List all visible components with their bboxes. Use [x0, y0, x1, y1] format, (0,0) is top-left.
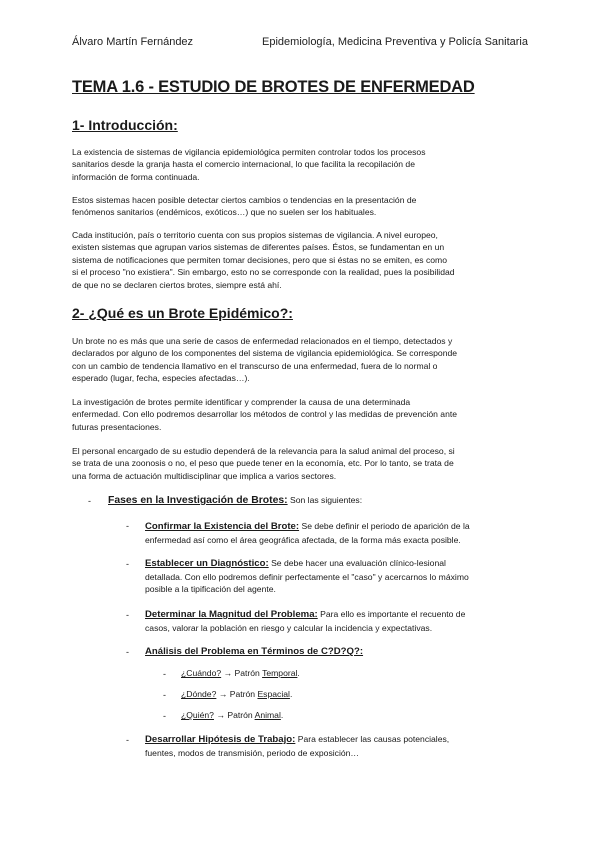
text-line: Se debe hacer una evaluación clínico-lesional	[271, 558, 446, 568]
pattern-label: Patrón	[234, 668, 260, 678]
phase-item-heading: Confirmar la Existencia del Brote:	[145, 521, 300, 532]
question-label: ¿Quién?	[181, 710, 214, 720]
section-2-paragraph-1	[72, 335, 528, 385]
question-label: ¿Cuándo?	[181, 668, 222, 678]
text-line: El personal encargado de su estudio dependerá de la relevancia para la salud animal del proceso, si	[72, 446, 455, 456]
phases-intro: Son las siguientes:	[289, 495, 363, 505]
list-bullet: -	[163, 711, 166, 721]
text-line: sistema de notificaciones que permiten tomar decisiones, pero que si éstas no se emiten, es como	[72, 254, 447, 265]
text-line: sanitarios desde la granja hasta el comercio internacional, lo que facilita la recopilación de	[72, 159, 415, 170]
list-bullet: -	[126, 559, 129, 569]
text-line: Para ello es importante el recuento de	[320, 609, 466, 619]
text-line: Estos sistemas hacen posible detectar ciertos cambios o tendencias en la presentación de	[72, 195, 417, 205]
phase-item-heading: Establecer un Diagnóstico:	[145, 558, 269, 569]
list-bullet: -	[126, 521, 129, 531]
phase-item-1	[145, 520, 470, 546]
text-line: se trata de una zoonosis o no, el peso que puede tener en la economía, etc. Por lo tanto, se trata de	[72, 458, 454, 469]
text-line: existen sistemas que agrupan varios sistemas de diferentes países. Éstos, se fundamentan en un	[72, 242, 445, 253]
phases-heading-line	[108, 494, 362, 508]
text-line: La investigación de brotes permite identificar y comprender la causa de una determinada	[72, 397, 411, 407]
pattern-type: Espacial	[257, 689, 290, 699]
phase-item-5	[145, 733, 449, 759]
phase-item-2	[145, 557, 469, 596]
text-line: Se debe definir el periodo de aparición de la	[301, 521, 470, 531]
section-1-heading: 1- Introducción:	[72, 117, 178, 133]
header-subject: Epidemiología, Medicina Preventiva y Policía Sanitaria	[262, 36, 528, 48]
section-1-paragraph-2	[72, 194, 528, 219]
phase-item-3	[145, 608, 465, 634]
question-label: ¿Dónde?	[181, 689, 217, 699]
list-bullet: -	[88, 496, 91, 506]
text-line: enfermedad. Con ello podremos desarrollar los métodos de control y las medidas de prevención ante	[72, 409, 458, 420]
text-line: detallada. Con ello podremos definir perfectamente el "caso" y acercarnos lo máximo	[145, 571, 469, 582]
list-bullet: -	[163, 669, 166, 679]
text-line: con un cambio de tendencia llamativo en el transcurso de una enfermedad, fuera de lo normal o	[72, 360, 438, 371]
text-line: esperado (lugar, fecha, especies afectadas…).	[72, 373, 250, 384]
period: .	[289, 689, 293, 699]
cdq-item-who	[181, 709, 283, 722]
text-line: posible a la tipificación del agente.	[145, 584, 276, 595]
text-line: casos, valorar la población en riesgo y calcular la incidencia y expectativas.	[145, 622, 433, 633]
arrow-right-icon: →	[223, 668, 233, 678]
section-1-paragraph-3	[72, 229, 528, 291]
text-line: declarados por alguno de los componentes del sistema de vigilancia epidemiológica. Se corresponde	[72, 348, 458, 359]
text-line: Para establecer las causas potenciales,	[297, 734, 450, 744]
text-line: La existencia de sistemas de vigilancia epidemiológica permiten controlar todos los procesos	[72, 147, 426, 157]
text-line: información de forma continuada.	[72, 171, 200, 182]
pattern-type: Animal	[254, 710, 281, 720]
section-2-paragraph-2	[72, 396, 528, 433]
phase-item-heading: Análisis del Problema en Términos de C?D?Q?:	[145, 646, 364, 657]
list-bullet: -	[126, 735, 129, 745]
pattern-type: Temporal	[262, 668, 298, 678]
arrow-right-icon: →	[216, 710, 225, 720]
text-line: Un brote no es más que una serie de casos de enfermedad relacionados en el tiempo, detectados y	[72, 336, 453, 346]
section-2-paragraph-3	[72, 445, 528, 482]
text-line: Cada institución, país o territorio cuenta con sus propios sistemas de vigilancia. A nivel europeo,	[72, 230, 438, 240]
text-line: fuentes, modos de transmisión, periodo de exposición…	[145, 747, 360, 758]
document-title: TEMA 1.6 - ESTUDIO DE BROTES DE ENFERMEDAD	[72, 78, 475, 96]
header-author: Álvaro Martín Fernández	[72, 36, 194, 48]
list-bullet: -	[163, 690, 166, 700]
cdq-item-where	[181, 688, 292, 701]
arrow-right-icon: →	[218, 689, 228, 699]
period: .	[297, 668, 300, 678]
list-bullet: -	[126, 647, 129, 657]
text-line: futuras presentaciones.	[72, 421, 162, 432]
text-line: de que no se declaren ciertos brotes, siempre está ahí.	[72, 279, 282, 290]
section-2-heading: 2- ¿Qué es un Brote Epidémico?:	[72, 305, 293, 321]
text-line: enfermedad así como el área geográfica afectada, de la forma más exacta posible.	[145, 534, 461, 545]
section-1-paragraph-1	[72, 146, 528, 183]
text-line: una forma de actuación multidisciplinar que implica a varios sectores.	[72, 470, 337, 481]
phase-item-heading: Determinar la Magnitud del Problema:	[145, 609, 318, 620]
text-line: fenómenos sanitarios (endémicos, exóticos…) que no suelen ser los habituales.	[72, 207, 377, 218]
text-line: si el proceso "no existiera". Sin embargo, esto no se corresponde con la realidad, pues la posibilidad	[72, 267, 455, 278]
pattern-label: Patrón	[229, 689, 256, 699]
pattern-label: Patrón	[227, 710, 253, 720]
list-bullet: -	[126, 610, 129, 620]
cdq-item-when	[181, 667, 300, 680]
phase-item-4	[145, 645, 363, 659]
phase-item-heading: Desarrollar Hipótesis de Trabajo:	[145, 734, 296, 745]
phases-heading: Fases en la Investigación de Brotes:	[108, 495, 288, 506]
period: .	[280, 710, 284, 720]
